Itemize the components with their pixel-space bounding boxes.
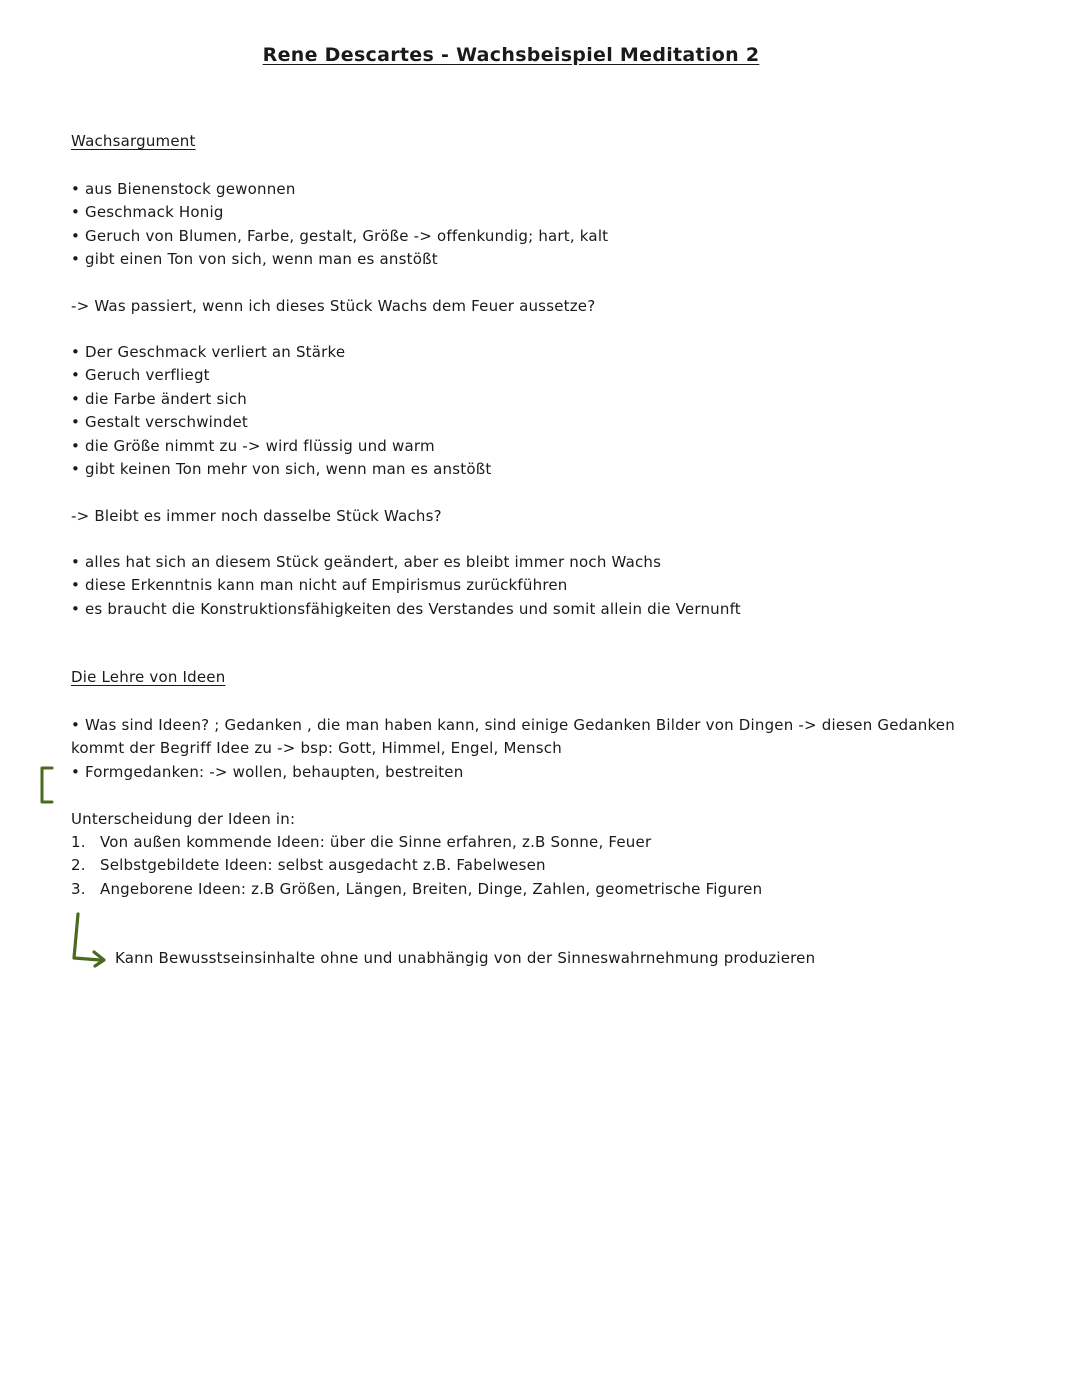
bullet-icon: • xyxy=(71,553,81,571)
list-item: • Gestalt verschwindet xyxy=(71,411,491,434)
ideas-definition: • Was sind Ideen? ; Gedanken , die man haben kann, sind einige Gedanken Bilder von Dingen -> diesen Gedanken kommt der Begriff Idee zu -> bsp: Gott, Himmel, Engel, Mensch xyxy=(71,716,955,758)
list-item: • Geruch verfliegt xyxy=(71,364,491,387)
numbered-item: 1. Von außen kommende Ideen: über die Sinne erfahren, z.B Sonne, Feuer xyxy=(71,833,652,851)
list-item: • Geruch von Blumen, Farbe, gestalt, Größe -> offenkundig; hart, kalt xyxy=(71,225,608,248)
down-right-arrow-icon xyxy=(70,910,112,968)
question-same-wax: -> Bleibt es immer noch dasselbe Stück Wachs? xyxy=(71,507,442,525)
bullet-icon: • xyxy=(71,226,81,245)
bullet-list-changes xyxy=(71,341,491,481)
bullet-icon: • xyxy=(71,459,81,478)
bullet-icon: • xyxy=(71,436,81,455)
bullet-list-conclusion xyxy=(71,551,741,621)
list-item: • es braucht die Konstruktionsfähigkeiten des Verstandes und somit allein die Vernunft xyxy=(71,598,741,621)
bullet-icon: • xyxy=(71,343,81,361)
bullet-icon: • xyxy=(71,203,81,222)
question-fire: -> Was passiert, wenn ich dieses Stück Wachs dem Feuer aussetze? xyxy=(71,297,596,315)
left-bracket-mark xyxy=(38,765,58,805)
bullet-icon: • xyxy=(71,599,81,618)
conclusion-text: Kann Bewusstseinsinhalte ohne und unabhängig von der Sinneswahrnehmung produzieren xyxy=(115,949,816,967)
bullet-list-properties xyxy=(71,178,608,272)
section-heading-ideen: Die Lehre von Ideen xyxy=(71,668,226,686)
bullet-icon: • xyxy=(71,180,81,198)
section-heading-wachsargument: Wachsargument xyxy=(71,132,196,150)
list-item: • Geschmack Honig xyxy=(71,201,608,224)
numbered-item: 3. Angeborene Ideen: z.B Größen, Längen, Breiten, Dinge, Zahlen, geometrische Figuren xyxy=(71,880,763,898)
bullet-icon: • xyxy=(71,389,81,408)
page-title: Rene Descartes - Wachsbeispiel Meditation 2 xyxy=(262,44,760,66)
list-item: • aus Bienenstock gewonnen xyxy=(71,178,608,201)
bullet-icon: • xyxy=(71,576,81,595)
list-item: • gibt keinen Ton mehr von sich, wenn man es anstößt xyxy=(71,458,491,481)
bullet-icon: • xyxy=(71,366,81,385)
distinction-intro: Unterscheidung der Ideen in: xyxy=(71,810,296,828)
formgedanken-line: • Formgedanken: -> wollen, behaupten, bestreiten xyxy=(71,763,464,781)
bullet-icon: • xyxy=(71,413,81,432)
list-item: • Der Geschmack verliert an Stärke xyxy=(71,341,491,364)
list-item: • die Farbe ändert sich xyxy=(71,388,491,411)
list-item: • diese Erkenntnis kann man nicht auf Empirismus zurückführen xyxy=(71,574,741,597)
list-item: • gibt einen Ton von sich, wenn man es anstößt xyxy=(71,248,608,271)
list-item: • alles hat sich an diesem Stück geändert, aber es bleibt immer noch Wachs xyxy=(71,551,741,574)
list-item: • die Größe nimmt zu -> wird flüssig und warm xyxy=(71,435,491,458)
bullet-icon: • xyxy=(71,250,81,269)
numbered-item: 2. Selbstgebildete Ideen: selbst ausgedacht z.B. Fabelwesen xyxy=(71,856,546,874)
